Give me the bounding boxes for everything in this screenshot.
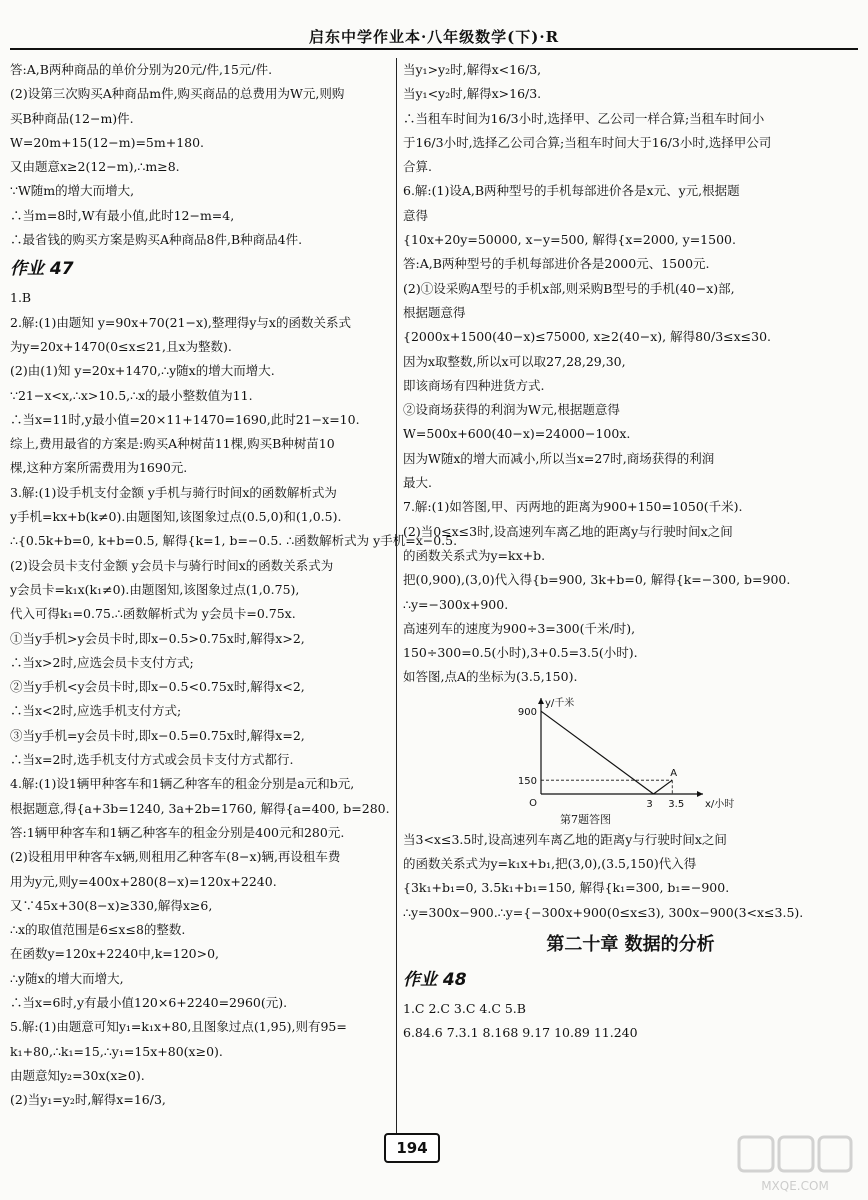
text-line: (2)由(1)知 y=20x+1470,∴y随x的增大而增大.: [10, 363, 275, 379]
text-line: y会员卡=k₁x(k₁≠0).由题图知,该图象过点(1,0.75),: [10, 581, 300, 597]
text-line: 又∵45x+30(8−x)≥330,解得x≥6,: [10, 897, 213, 913]
x-axis-label: x/小时: [705, 798, 735, 810]
text-line: ∴当x=2时,选手机支付方式或会员卡支付方式都行.: [10, 752, 294, 768]
y-axis-label: y/千米: [545, 697, 575, 709]
text-line: 的函数关系式为y=k₁x+b₁,把(3,0),(3.5,150)代入得: [403, 856, 697, 872]
text-line: 如答图,点A的坐标为(3.5,150).: [403, 669, 578, 685]
text-line: ∴x的取值范围是6≤x≤8的整数.: [10, 922, 186, 938]
text-line: 由题意知y₂=30x(x≥0).: [10, 1067, 145, 1083]
x-tick-label: 3.5: [668, 798, 685, 810]
text-line: ∴y=−300x+900.: [403, 596, 509, 612]
header-rule: [10, 48, 858, 50]
text-line: 棵,这种方案所需费用为1690元.: [10, 460, 188, 476]
origin-label: O: [529, 797, 537, 809]
text-line: (2)①设采购A型号的手机x部,则采购B型号的手机(40−x)部,: [403, 280, 735, 296]
text-line: 当3<x≤3.5时,设高速列车离乙地的距离y与行驶时间x之间: [403, 831, 727, 847]
text-line: (2)设会员卡支付金额 y会员卡与骑行时间x的函数关系式为: [10, 557, 334, 573]
text-line: ∴当x=6时,y有最小值120×6+2240=2960(元).: [10, 994, 288, 1010]
text-line: {2000x+1500(40−x)≤75000, x≥2(40−x), 解得80/3≤x≤30.: [403, 329, 772, 345]
text-line: 6.84.6 7.3.1 8.168 9.17 10.89 11.240: [403, 1025, 638, 1041]
text-line: 最大.: [403, 475, 432, 491]
text-line: 即该商场有四种进货方式.: [403, 377, 545, 393]
text-line: ①当y手机>y会员卡时,即x−0.5>0.75x时,解得x>2,: [10, 630, 305, 646]
y-tick-label: 900: [517, 706, 537, 718]
watermark-text: MXQE.COM: [761, 1179, 829, 1193]
homework-48-title: 作业 48: [403, 969, 467, 990]
page-header: [0, 0, 868, 46]
text-line: (2)当y₁=y₂时,解得x=16/3,: [10, 1092, 166, 1108]
chapter-title: 第二十章 数据的分析: [546, 933, 715, 955]
text-line: {3k₁+b₁=0, 3.5k₁+b₁=150, 解得{k₁=300, b₁=−900.: [403, 880, 730, 896]
figure-caption: 第7题答图: [560, 812, 611, 826]
text-line: ②设商场获得的利润为W元,根据题意得: [403, 402, 620, 418]
text-line: ③当y手机=y会员卡时,即x−0.5=0.75x时,解得x=2,: [10, 727, 305, 743]
text-line: ∴{0.5k+b=0, k+b=0.5, 解得{k=1, b=−0.5. ∴函数解析式为 y手机=x−0.5.: [10, 533, 458, 549]
text-line: 代入可得k₁=0.75.∴函数解析式为 y会员卡=0.75x.: [10, 606, 296, 622]
text-line: (2)设第三次购买A种商品m件,购买商品的总费用为W元,则购: [10, 86, 345, 102]
text-line: ∴当x<2时,应选手机支付方式;: [10, 703, 182, 719]
text-line: 因为W随x的增大而减小,所以当x=27时,商场获得的利润: [403, 450, 715, 466]
text-line: (2)设租用甲种客车x辆,则租用乙种客车(8−x)辆,再设租车费: [10, 849, 341, 865]
text-line: ∴当x>2时,应选会员卡支付方式;: [10, 654, 194, 670]
text-line: 1.B: [10, 290, 32, 306]
x-axis-arrow: [697, 791, 703, 797]
text-line: 在函数y=120x+2240中,k=120>0,: [10, 946, 220, 962]
text-line: 意得: [403, 207, 429, 223]
text-line: ∵W随m的增大而增大,: [10, 183, 135, 199]
text-line: 6.解:(1)设A,B两种型号的手机每部进价各是x元、y元,根据题: [403, 183, 740, 199]
text-line: 把(0,900),(3,0)代入得{b=900, 3k+b=0, 解得{k=−300, b=900.: [403, 572, 791, 588]
series-line-1: [654, 780, 673, 794]
page-number: 194: [384, 1133, 440, 1163]
text-line: 为y=20x+1470(0≤x≤21,且x为整数).: [10, 338, 232, 354]
watermark-logo: [735, 1133, 855, 1193]
text-line: 的函数关系式为y=kx+b.: [403, 547, 546, 563]
text-line: 当y₁<y₂时,解得x>16/3.: [403, 86, 542, 102]
text-line: ∴当m=8时,W有最小值,此时12−m=4,: [10, 207, 235, 223]
text-line: y手机=kx+b(k≠0).由题图知,该图象过点(0.5,0)和(1,0.5).: [10, 509, 342, 525]
y-axis-arrow: [538, 698, 544, 704]
text-line: 于16/3小时,选择乙公司合算;当租车时间大于16/3小时,选择甲公司: [403, 134, 772, 150]
text-line: 高速列车的速度为900÷3=300(千米/时),: [403, 620, 636, 636]
column-divider: [396, 58, 397, 1140]
text-line: 1.C 2.C 3.C 4.C 5.B: [403, 1000, 526, 1016]
right-column: [403, 58, 858, 1046]
text-line: ∴y=300x−900.∴y={−300x+900(0≤x≤3), 300x−900(3<x≤3.5).: [403, 904, 804, 920]
point-a-label: A: [670, 767, 678, 779]
text-line: ∵21−x<x,∴x>10.5,∴x的最小整数值为11.: [10, 387, 253, 403]
text-line: 答:A,B两种型号的手机每部进价各是2000元、1500元.: [403, 256, 710, 272]
text-line: 用为y元,则y=400x+280(8−x)=120x+2240.: [10, 873, 277, 889]
text-line: 答:1辆甲种客车和1辆乙种客车的租金分别是400元和280元.: [10, 824, 345, 840]
text-line: 根据题意得: [403, 304, 466, 320]
right-after-lines: [403, 828, 858, 925]
text-line: 又由题意x≥2(12−m),∴m≥8.: [10, 159, 180, 175]
y-tick-label: 150: [517, 775, 537, 787]
text-line: ∴最省钱的购买方案是购买A种商品8件,B种商品4件.: [10, 232, 303, 248]
text-line: 合算.: [403, 159, 432, 175]
text-line: 因为x取整数,所以x可以取27,28,29,30,: [403, 353, 626, 369]
distance-time-chart: [517, 694, 735, 812]
text-line: 5.解:(1)由题意可知y₁=k₁x+80,且图象过点(1,95),则有95=: [10, 1019, 347, 1035]
text-line: 7.解:(1)如答图,甲、丙两地的距离为900+150=1050(千米).: [403, 499, 743, 515]
text-line: 根据题意,得{a+3b=1240, 3a+2b=1760, 解得{a=400, b=280.: [10, 800, 390, 816]
header-title: 启东中学作业本·八年级数学(下)·R: [308, 28, 560, 46]
text-line: 4.解:(1)设1辆甲种客车和1辆乙种客车的租金分别是a元和b元,: [10, 776, 355, 792]
text-line: W=500x+600(40−x)=24000−100x.: [403, 426, 631, 442]
text-line: k₁+80,∴k₁=15,∴y₁=15x+80(x≥0).: [10, 1043, 223, 1059]
text-line: 买B种商品(12−m)件.: [10, 110, 134, 126]
text-line: ∴当x=11时,y最小值=20×11+1470=1690,此时21−x=10.: [10, 411, 360, 427]
text-line: 150÷300=0.5(小时),3+0.5=3.5(小时).: [403, 645, 638, 661]
series-line-0: [541, 711, 654, 794]
text-line: 答:A,B两种商品的单价分别为20元/件,15元/件.: [10, 62, 273, 77]
homework-47-title: 作业 47: [10, 259, 74, 280]
x-tick-label: 3: [646, 798, 653, 810]
homework-48-answers: [403, 997, 858, 1046]
text-line: 当y₁>y₂时,解得x<16/3,: [403, 62, 542, 77]
text-line: 综上,费用最省的方案是:购买A种树苗11棵,购买B种树苗10: [10, 436, 335, 452]
text-line: ∴当租车时间为16/3小时,选择甲、乙公司一样合算;当租车时间小: [403, 110, 765, 126]
right-top-lines: [403, 58, 858, 690]
text-line: {10x+20y=50000, x−y=500, 解得{x=2000, y=1500.: [403, 232, 736, 248]
text-line: 3.解:(1)设手机支付金额 y手机与骑行时间x的函数解析式为: [10, 484, 337, 500]
text-line: W=20m+15(12−m)=5m+180.: [10, 134, 205, 150]
text-line: ∴y随x的增大而增大,: [10, 970, 124, 986]
text-line: 2.解:(1)由题知 y=90x+70(21−x),整理得y与x的函数关系式: [10, 314, 351, 330]
text-line: ②当y手机<y会员卡时,即x−0.5<0.75x时,解得x<2,: [10, 679, 305, 695]
text-line: (2)当0≤x≤3时,设高速列车离乙地的距离y与行驶时间x之间: [403, 523, 733, 539]
answer-figure: [403, 694, 858, 812]
